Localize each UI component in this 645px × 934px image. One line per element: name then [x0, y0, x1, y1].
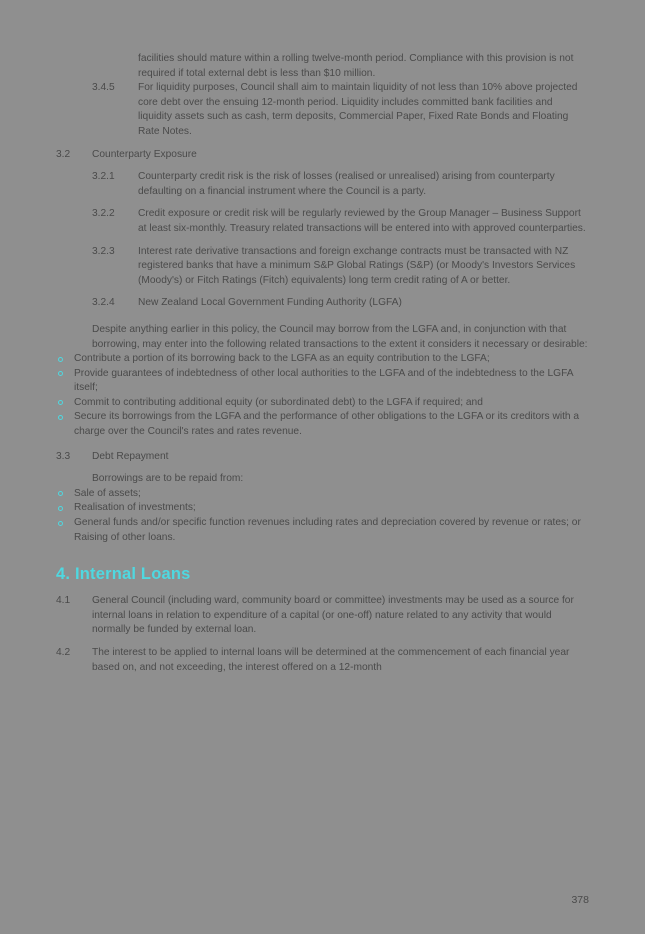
clause-3-2-3-number: 3.2.3 [92, 245, 115, 257]
clause-4-1 [56, 594, 589, 638]
list-item [56, 367, 589, 396]
section-3-2-title: Counterparty Exposure [92, 148, 197, 160]
top-paragraph [138, 52, 589, 81]
section-3-2-number: 3.2 [56, 148, 71, 160]
list-item [56, 410, 589, 439]
list-item-text: Provide guarantees of indebtedness of other local authorities to the LGFA and of the indebtedness to the LGFA itself; [74, 367, 573, 394]
page-title: 4. Internal Loans [56, 565, 191, 584]
bullet-circle-icon [58, 400, 63, 405]
lgfa-intro [92, 323, 589, 352]
clause-3-2-2-number: 3.2.2 [92, 208, 115, 220]
bullet-circle-icon [58, 371, 63, 376]
clause-3-2-2 [92, 207, 589, 236]
section-3-3-title: Debt Repayment [92, 450, 169, 462]
page-number: 378 [571, 894, 589, 906]
clause-3-2-1-text: Counterparty credit risk is the risk of losses (realised or unrealised) arising from counterparty defaulting on a financial instrument where the Council is a party. [138, 171, 555, 197]
clause-3-2-4 [92, 296, 589, 311]
list-item-text: Realisation of investments; [74, 502, 196, 514]
top-paragraph-text: facilities should mature within a rolling twelve-month period. Compliance with this provision is not required if total external debt is less than $10 million. [138, 53, 574, 79]
list-item-text: Commit to contributing additional equity (or subordinated debt) to the LGFA if required; and [74, 396, 483, 408]
list-item [56, 501, 589, 516]
spacer [56, 313, 589, 323]
clause-3-2-4-number: 3.2.4 [92, 297, 115, 309]
clause-3-4-5-text: For liquidity purposes, Council shall aim to maintain liquidity of not less than 10% above projected core debt over the ensuing 12-month period. Liquidity includes committed bank facilities and liquidity assets such as cash, term deposits, Commercial Paper, Fixed Rate Bonds and Floating Rate Notes. [138, 82, 578, 137]
list-item [56, 352, 589, 367]
clause-3-2-3-text: Interest rate derivative transactions and foreign exchange contracts must be transacted with NZ registered banks that have a minimum S&P Global Ratings (S&P) (or Moody's Investors Services (Moody's) or Fitch Ratings (Fitch) equivalents) long term credit rating of A or better. [138, 245, 576, 286]
clause-3-2-3 [92, 245, 589, 289]
clause-4-1-text: General Council (including ward, community board or committee) investments may be used as a source for internal loans in relation to expenditure of a capital (or one-off) nature related to any activity that would normally be funded by external loan. [92, 595, 574, 636]
lgfa-intro-text: Despite anything earlier in this policy, the Council may borrow from the LGFA and, in conjunction with that borrowing, may enter into the following related transactions to the extent it considers it necessary or desirable: [92, 323, 588, 350]
list-item [56, 487, 589, 502]
list-item [56, 516, 589, 545]
bullet-circle-icon [58, 491, 63, 496]
clause-4-2 [56, 646, 589, 675]
section-3-3-heading [56, 450, 589, 465]
clause-3-2-1-number: 3.2.1 [92, 171, 115, 183]
bullet-circle-icon [58, 357, 63, 362]
list-item-text: General funds and/or specific function revenues including rates and depreciation covered by revenue or rates; or Raising of other loans. [74, 517, 581, 543]
spacer [56, 440, 589, 450]
bullet-circle-icon [58, 521, 63, 526]
bullet-circle-icon [58, 506, 63, 511]
lgfa-bullet-list [56, 352, 589, 440]
clause-3-4-5 [92, 81, 589, 139]
clause-3-2-4-text: New Zealand Local Government Funding Authority (LGFA) [138, 297, 402, 309]
clause-3-2-2-text: Credit exposure or credit risk will be regularly reviewed by the Group Manager – Business Support at least six-monthly. Treasury related transactions will be entered into with approved counterparties. [138, 208, 586, 234]
section-3-3-number: 3.3 [56, 450, 71, 462]
section-3-2-heading [56, 148, 589, 163]
list-item-text: Sale of assets; [74, 487, 141, 499]
list-item-text: Contribute a portion of its borrowing back to the LGFA as an equity contribution to the LGFA; [74, 353, 490, 365]
clause-3-4-5-number: 3.4.5 [92, 82, 115, 94]
clause-3-2-1 [92, 170, 589, 199]
bullet-circle-icon [58, 415, 63, 420]
debt-repayment-intro-text: Borrowings are to be repaid from: [92, 473, 244, 485]
clause-4-1-number: 4.1 [56, 595, 71, 607]
list-item [56, 396, 589, 411]
debt-repayment-intro [92, 472, 589, 487]
list-item-text: Secure its borrowings from the LGFA and the performance of other obligations to the LGFA or its creditors with a charge over the Council's rates and rates revenue. [74, 411, 580, 438]
clause-4-2-number: 4.2 [56, 647, 71, 658]
clause-4-2-text: The interest to be applied to internal loans will be determined at the commencement of each financial year based on, and not exceeding, the interest offered on a 12-month [92, 647, 570, 673]
debt-repayment-bullet-list [56, 487, 589, 545]
